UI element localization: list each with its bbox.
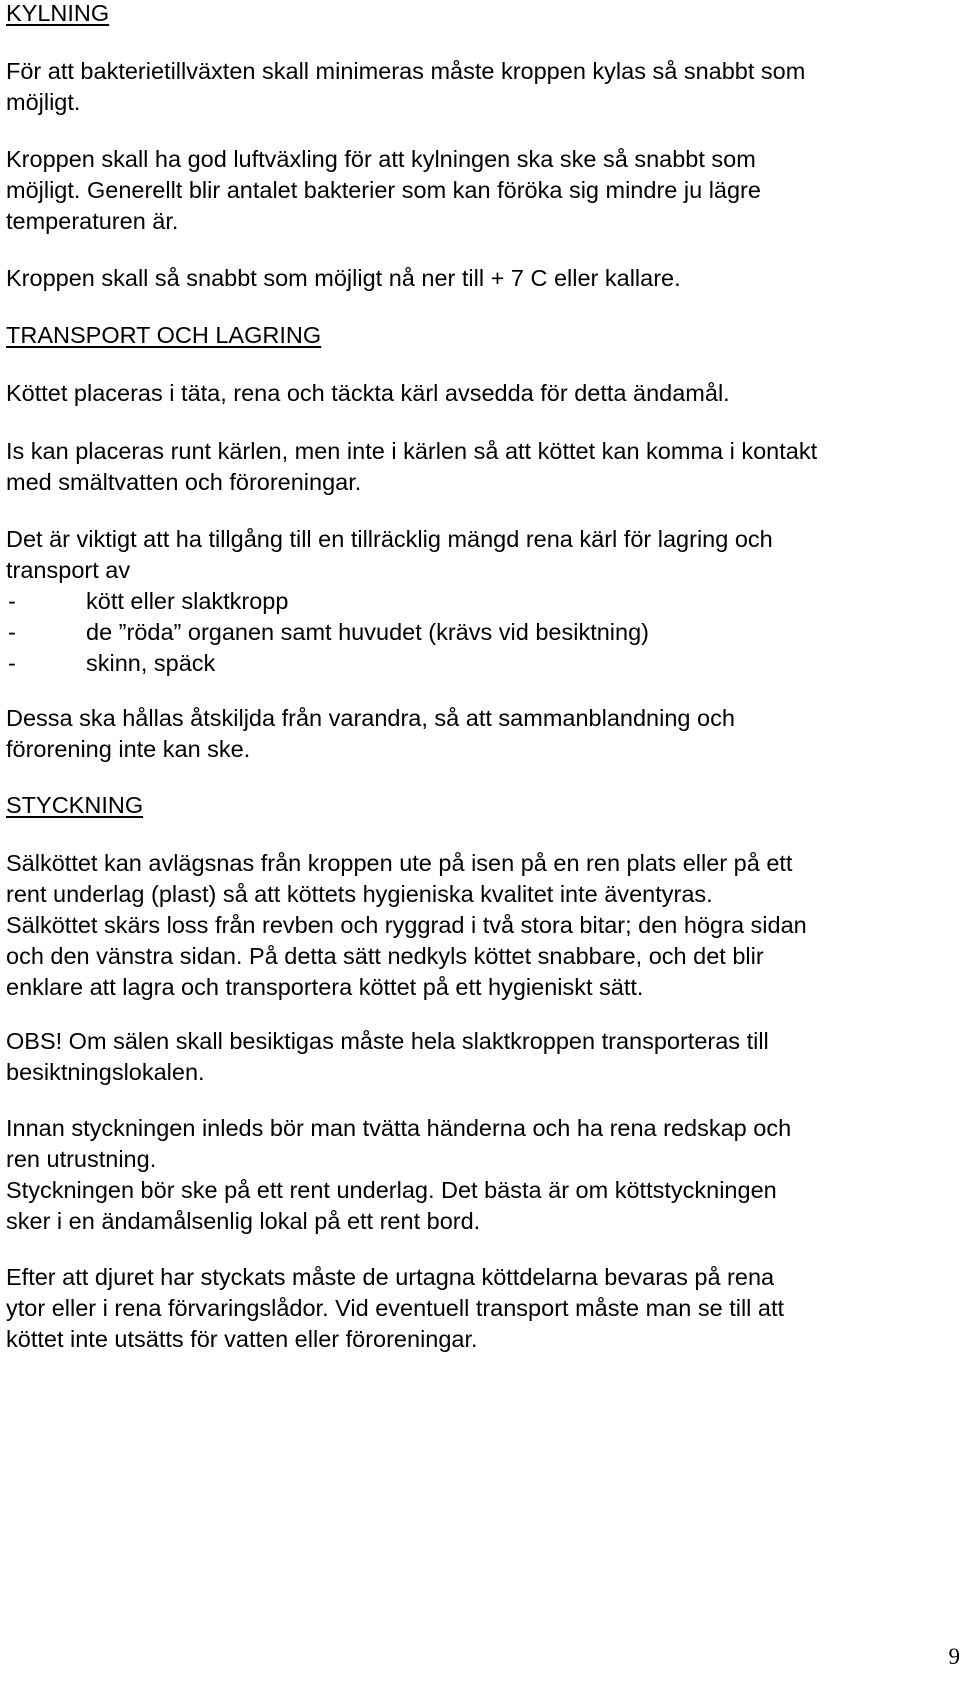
text-line: För att bakterietillväxten skall minimeras måste kroppen kylas så snabbt som	[6, 58, 806, 84]
text-line: ytor eller i rena förvaringslådor. Vid eventuell transport måste man se till att	[6, 1295, 785, 1321]
text-line: Styckningen bör ske på ett rent underlag. Det bästa är om köttstyckningen	[6, 1177, 777, 1203]
text-line: rent underlag (plast) så att köttets hygieniska kvalitet inte äventyras.	[6, 881, 713, 907]
heading-kylning: KYLNING	[6, 0, 110, 26]
paragraph-transport-1	[6, 378, 952, 409]
list-item-text: skinn, späck	[86, 650, 216, 676]
text-line: Kroppen skall så snabbt som möjligt nå ner till + 7 C eller kallare.	[6, 265, 681, 291]
text-line: och den vänstra sidan. På detta sätt nedkyls köttet snabbare, och det blir	[6, 943, 764, 969]
text-line: OBS! Om sälen skall besiktigas måste hela slaktkroppen transporteras till	[6, 1028, 769, 1054]
heading-transport: TRANSPORT OCH LAGRING	[6, 322, 322, 348]
list-item	[6, 586, 952, 617]
text-line: Sälköttet skärs loss från revben och ryggrad i två stora bitar; den högra sidan	[6, 912, 807, 938]
text-line: Det är viktigt att ha tillgång till en tillräcklig mängd rena kärl för lagring och	[6, 526, 773, 552]
list-item-text: de ”röda” organen samt huvudet (krävs vid besiktning)	[86, 619, 649, 645]
text-line: Kroppen skall ha god luftväxling för att kylningen ska ske så snabbt som	[6, 146, 756, 172]
paragraph-kylning-2	[6, 144, 952, 237]
paragraph-kylning-1	[6, 56, 952, 118]
paragraph-styckning-2	[6, 1026, 952, 1088]
text-line: med smältvatten och föroreningar.	[6, 469, 362, 495]
paragraph-transport-3	[6, 524, 952, 679]
heading-styckning: STYCKNING	[6, 792, 144, 818]
text-line: Efter att djuret har styckats måste de urtagna köttdelarna bevaras på rena	[6, 1264, 775, 1290]
text-line: köttet inte utsätts för vatten eller föroreningar.	[6, 1326, 478, 1352]
text-line: temperaturen är.	[6, 208, 179, 234]
text-line: enklare att lagra och transportera köttet på ett hygieniskt sätt.	[6, 974, 644, 1000]
paragraph-styckning-4	[6, 1262, 952, 1355]
text-line: ren utrustning.	[6, 1146, 157, 1172]
list-dash: -	[8, 588, 16, 614]
list-dash: -	[8, 619, 16, 645]
paragraph-transport-4	[6, 703, 952, 765]
text-line: Dessa ska hållas åtskiljda från varandra, så att sammanblandning och	[6, 705, 735, 731]
list-item	[6, 648, 952, 679]
text-line: transport av	[6, 557, 131, 583]
page-number: 9	[948, 1644, 960, 1669]
paragraph-kylning-3	[6, 263, 952, 294]
text-line: möjligt.	[6, 89, 81, 115]
list-dash: -	[8, 650, 16, 676]
paragraph-styckning-3	[6, 1113, 952, 1237]
text-line: besiktningslokalen.	[6, 1059, 205, 1085]
text-line: Köttet placeras i täta, rena och täckta kärl avsedda för detta ändamål.	[6, 380, 730, 406]
list-item	[6, 617, 952, 648]
text-line: möjligt. Generellt blir antalet bakterier som kan föröka sig mindre ju lägre	[6, 177, 761, 203]
text-line: förorening inte kan ske.	[6, 736, 251, 762]
text-line: Is kan placeras runt kärlen, men inte i kärlen så att köttet kan komma i kontakt	[6, 438, 818, 464]
paragraph-styckning-1	[6, 848, 952, 1003]
paragraph-transport-2	[6, 436, 952, 498]
text-line: Innan styckningen inleds bör man tvätta händerna och ha rena redskap och	[6, 1115, 792, 1141]
text-line: sker i en ändamålsenlig lokal på ett rent bord.	[6, 1208, 481, 1234]
list-item-text: kött eller slaktkropp	[86, 588, 289, 614]
text-line: Sälköttet kan avlägsnas från kroppen ute på isen på en ren plats eller på ett	[6, 850, 793, 876]
